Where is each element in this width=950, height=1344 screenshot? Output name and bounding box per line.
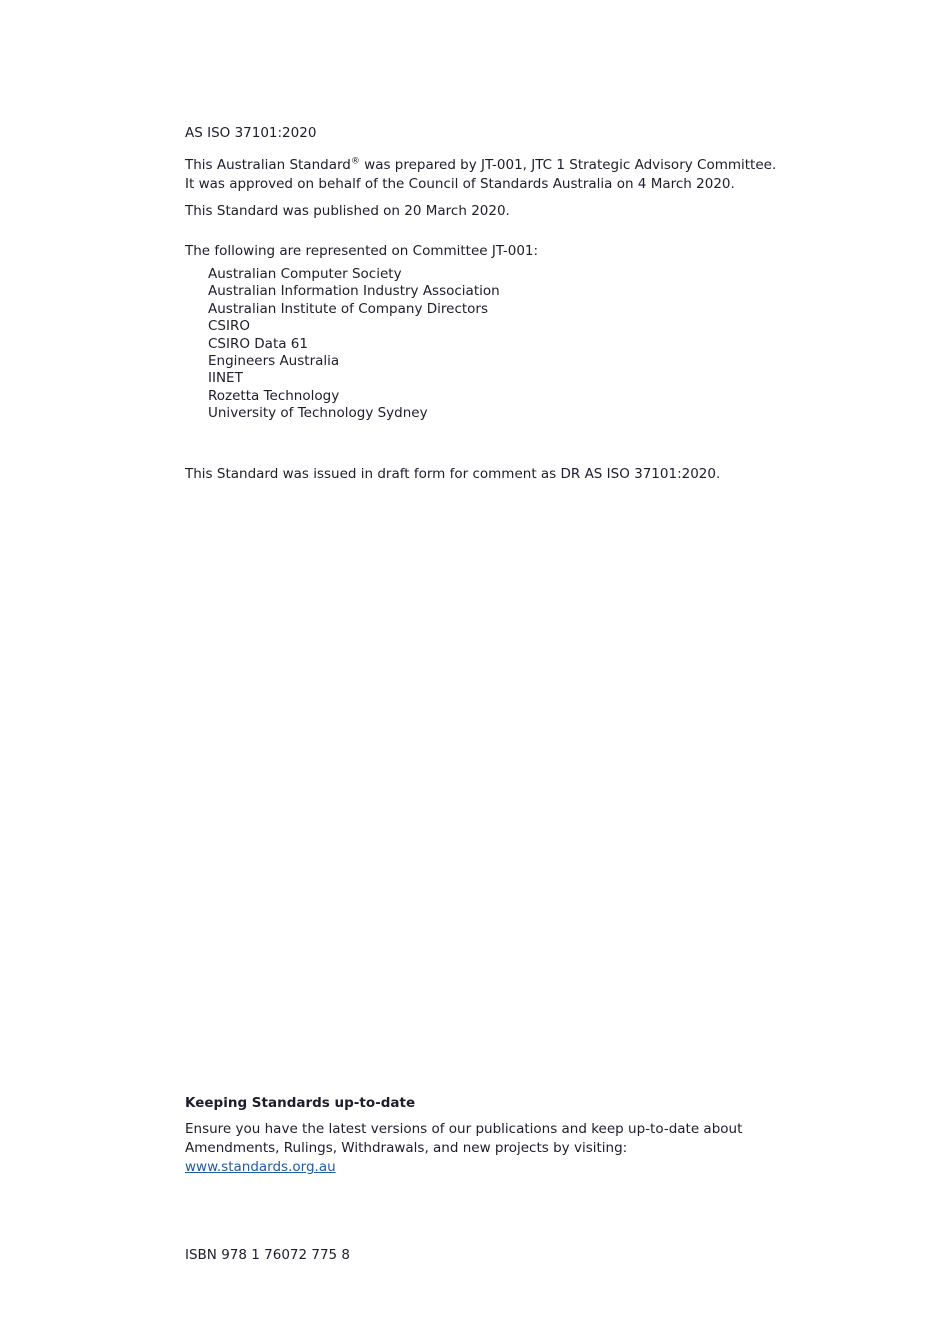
standard-number: AS ISO 37101:2020	[185, 125, 317, 141]
committee-member: IINET	[208, 370, 243, 387]
keeping-up-to-date-section	[185, 1094, 777, 1177]
committee-intro: The following are represented on Committee JT-001:	[185, 243, 539, 259]
keeping-standards-heading: Keeping Standards up-to-date	[185, 1095, 416, 1111]
draft-note: This Standard was issued in draft form for comment as DR AS ISO 37101:2020.	[185, 465, 721, 482]
committee-member: Australian Institute of Company Directors	[208, 300, 488, 317]
prepared-text-pre: This Australian Standard	[185, 157, 351, 173]
published-paragraph: This Standard was published on 20 March 2020.	[185, 203, 510, 219]
committee-member-list	[185, 266, 777, 423]
committee-member: Australian Computer Society	[208, 266, 402, 282]
committee-member: CSIRO	[208, 318, 250, 335]
registered-trademark-symbol: ®	[350, 156, 360, 167]
isbn-text: ISBN 978 1 76072 775 8	[185, 1247, 351, 1263]
committee-member: University of Technology Sydney	[208, 405, 428, 422]
committee-member: Rozetta Technology	[208, 387, 340, 404]
keeping-standards-body: Ensure you have the latest versions of our publications and keep up-to-date about Amendments, Rulings, Withdrawals, and new projects by visiting:	[185, 1121, 743, 1156]
committee-member: CSIRO Data 61	[208, 335, 308, 352]
prepared-text-post: was prepared by JT-001, JTC 1 Strategic Advisory Committee. It was approved on behalf of the Council of Standards Australia on 4 March 2020.	[185, 157, 777, 192]
committee-member: Australian Information Industry Association	[208, 283, 500, 300]
standards-website-link[interactable]: www.standards.org.au	[185, 1159, 336, 1175]
website-link-row	[185, 1158, 777, 1177]
top-section	[185, 124, 777, 484]
committee-member: Engineers Australia	[208, 353, 340, 370]
prepared-paragraph	[185, 156, 777, 194]
